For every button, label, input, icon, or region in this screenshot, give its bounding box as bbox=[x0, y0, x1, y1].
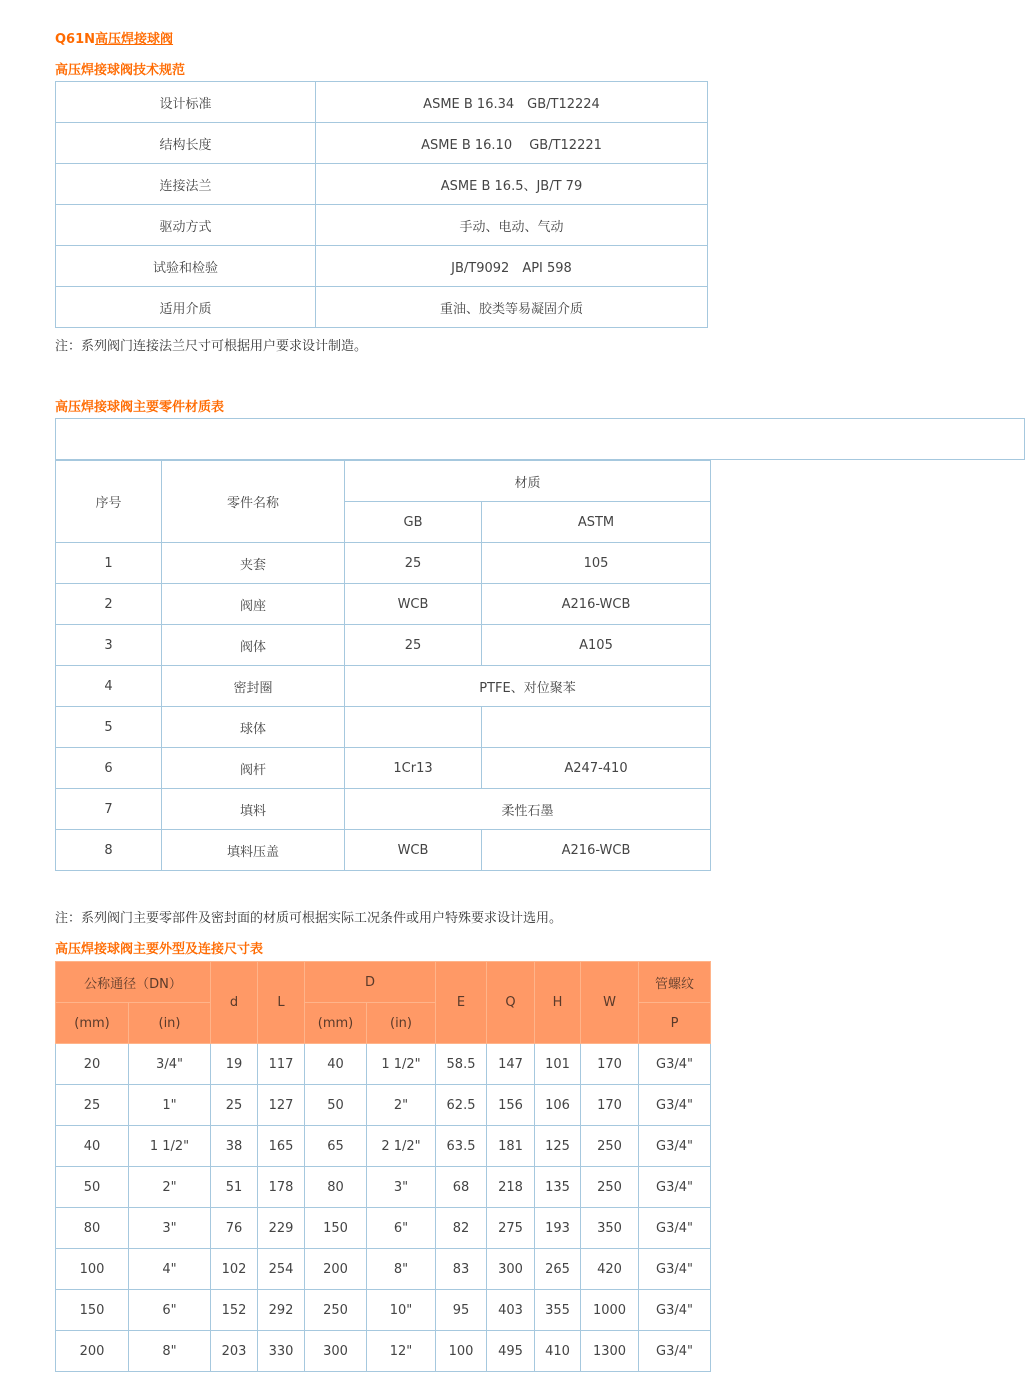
dimension-cell: 25 bbox=[56, 1085, 129, 1126]
material-gb bbox=[345, 707, 482, 748]
header-E: E bbox=[436, 962, 487, 1044]
spec-label: 连接法兰 bbox=[56, 164, 316, 205]
table-row bbox=[56, 1044, 711, 1085]
header-name: 零件名称 bbox=[162, 461, 345, 543]
spec-value: JB/T9092 API 598 bbox=[316, 246, 708, 287]
dimension-cell: 82 bbox=[436, 1208, 487, 1249]
dimension-cell: G3/4" bbox=[639, 1249, 711, 1290]
dimension-cell: 200 bbox=[56, 1331, 129, 1372]
dimension-cell: 4" bbox=[129, 1249, 211, 1290]
material-no: 2 bbox=[56, 584, 162, 625]
header-d: d bbox=[211, 962, 258, 1044]
header-H: H bbox=[535, 962, 581, 1044]
dimension-cell: 250 bbox=[305, 1290, 367, 1331]
dimension-cell: 178 bbox=[258, 1167, 305, 1208]
header-gb: GB bbox=[345, 502, 482, 543]
material-gb: 25 bbox=[345, 543, 482, 584]
dimension-cell: 100 bbox=[436, 1331, 487, 1372]
table-row bbox=[56, 1126, 711, 1167]
dimension-cell: 203 bbox=[211, 1331, 258, 1372]
page-title bbox=[55, 28, 173, 47]
spec-label: 驱动方式 bbox=[56, 205, 316, 246]
table-row bbox=[56, 543, 711, 584]
material-no: 1 bbox=[56, 543, 162, 584]
material-header-row bbox=[56, 461, 711, 502]
dimension-cell: 20 bbox=[56, 1044, 129, 1085]
dimension-cell: 170 bbox=[581, 1044, 639, 1085]
material-name: 密封圈 bbox=[162, 666, 345, 707]
table-row bbox=[56, 584, 711, 625]
dimension-cell: 50 bbox=[56, 1167, 129, 1208]
dimension-cell: 6" bbox=[367, 1208, 436, 1249]
material-astm: 105 bbox=[482, 543, 711, 584]
spec-value: 重油、胶类等易凝固介质 bbox=[316, 287, 708, 328]
dimension-cell: 355 bbox=[535, 1290, 581, 1331]
dimension-cell: 495 bbox=[487, 1331, 535, 1372]
table-row bbox=[56, 789, 711, 830]
dimension-cell: 150 bbox=[305, 1208, 367, 1249]
spec-note: 注：系列阀门连接法兰尺寸可根据用户要求设计制造。 bbox=[55, 339, 368, 354]
table-row bbox=[56, 1085, 711, 1126]
material-name: 阀体 bbox=[162, 625, 345, 666]
table-row bbox=[56, 1208, 711, 1249]
dimension-cell: 40 bbox=[56, 1126, 129, 1167]
material-name: 球体 bbox=[162, 707, 345, 748]
header-no: 序号 bbox=[56, 461, 162, 543]
dimension-cell: G3/4" bbox=[639, 1208, 711, 1249]
dimension-cell: 2" bbox=[129, 1167, 211, 1208]
spec-label: 试验和检验 bbox=[56, 246, 316, 287]
table-row bbox=[56, 82, 708, 123]
dimension-cell: 3" bbox=[129, 1208, 211, 1249]
dimension-cell: 117 bbox=[258, 1044, 305, 1085]
dimension-cell: G3/4" bbox=[639, 1126, 711, 1167]
material-name: 填料 bbox=[162, 789, 345, 830]
dimension-cell: 218 bbox=[487, 1167, 535, 1208]
dimension-cell: 10" bbox=[367, 1290, 436, 1331]
material-no: 7 bbox=[56, 789, 162, 830]
material-no: 4 bbox=[56, 666, 162, 707]
material-heading: 高压焊接球阀主要零件材质表 bbox=[55, 400, 225, 415]
dimension-cell: 63.5 bbox=[436, 1126, 487, 1167]
spec-label: 适用介质 bbox=[56, 287, 316, 328]
dimension-cell: 19 bbox=[211, 1044, 258, 1085]
spec-label: 结构长度 bbox=[56, 123, 316, 164]
dimension-cell: 3/4" bbox=[129, 1044, 211, 1085]
dimension-cell: 100 bbox=[56, 1249, 129, 1290]
material-gb: WCB bbox=[345, 830, 482, 871]
dimension-table bbox=[55, 961, 711, 1372]
header-W: W bbox=[581, 962, 639, 1044]
dimension-cell: 80 bbox=[56, 1208, 129, 1249]
material-astm: A247-410 bbox=[482, 748, 711, 789]
dimension-cell: 200 bbox=[305, 1249, 367, 1290]
dimension-cell: 8" bbox=[367, 1249, 436, 1290]
header-astm: ASTM bbox=[482, 502, 711, 543]
empty-box bbox=[55, 418, 1025, 460]
dimension-cell: 3" bbox=[367, 1167, 436, 1208]
dimension-cell: 6" bbox=[129, 1290, 211, 1331]
dimension-cell: 420 bbox=[581, 1249, 639, 1290]
spec-value: ASME B 16.34 GB/T12224 bbox=[316, 82, 708, 123]
dimension-cell: 38 bbox=[211, 1126, 258, 1167]
dimension-cell: 135 bbox=[535, 1167, 581, 1208]
dimension-cell: G3/4" bbox=[639, 1167, 711, 1208]
dimension-cell: 65 bbox=[305, 1126, 367, 1167]
dimension-cell: 165 bbox=[258, 1126, 305, 1167]
spec-value: ASME B 16.5、JB/T 79 bbox=[316, 164, 708, 205]
dimension-cell: 68 bbox=[436, 1167, 487, 1208]
dimension-cell: 62.5 bbox=[436, 1085, 487, 1126]
table-row bbox=[56, 1331, 711, 1372]
spec-heading: 高压焊接球阀技术规范 bbox=[55, 63, 186, 78]
dimension-cell: 2" bbox=[367, 1085, 436, 1126]
table-row bbox=[56, 748, 711, 789]
dimension-cell: 292 bbox=[258, 1290, 305, 1331]
material-astm: A216-WCB bbox=[482, 584, 711, 625]
title-link[interactable]: 高压焊接球阀 bbox=[95, 32, 174, 47]
table-row bbox=[56, 164, 708, 205]
dimension-cell: G3/4" bbox=[639, 1290, 711, 1331]
dimension-cell: 229 bbox=[258, 1208, 305, 1249]
material-astm: A105 bbox=[482, 625, 711, 666]
dimension-cell: 76 bbox=[211, 1208, 258, 1249]
spec-value: ASME B 16.10 GB/T12221 bbox=[316, 123, 708, 164]
dimension-cell: 410 bbox=[535, 1331, 581, 1372]
dimension-cell: 300 bbox=[487, 1249, 535, 1290]
dimension-cell: 95 bbox=[436, 1290, 487, 1331]
material-gb: 25 bbox=[345, 625, 482, 666]
table-row bbox=[56, 246, 708, 287]
material-no: 3 bbox=[56, 625, 162, 666]
header-thread: 管螺纹 bbox=[639, 962, 711, 1003]
material-note: 注：系列阀门主要零部件及密封面的材质可根据实际工况条件或用户特殊要求设计选用。 bbox=[55, 911, 563, 926]
header-D-mm: (mm) bbox=[305, 1003, 367, 1044]
dimension-heading: 高压焊接球阀主要外型及连接尺寸表 bbox=[55, 942, 264, 957]
dimension-cell: 50 bbox=[305, 1085, 367, 1126]
dimension-cell: 181 bbox=[487, 1126, 535, 1167]
header-mm: (mm) bbox=[56, 1003, 129, 1044]
dimension-cell: 125 bbox=[535, 1126, 581, 1167]
dimension-cell: 275 bbox=[487, 1208, 535, 1249]
spec-label: 设计标准 bbox=[56, 82, 316, 123]
dimension-cell: 8" bbox=[129, 1331, 211, 1372]
dimension-cell: 1 1/2" bbox=[129, 1126, 211, 1167]
header-P: P bbox=[639, 1003, 711, 1044]
spec-table bbox=[55, 81, 708, 328]
dimension-cell: 12" bbox=[367, 1331, 436, 1372]
dimension-cell: 58.5 bbox=[436, 1044, 487, 1085]
dimension-cell: G3/4" bbox=[639, 1044, 711, 1085]
dimension-cell: 1000 bbox=[581, 1290, 639, 1331]
table-row bbox=[56, 287, 708, 328]
table-row bbox=[56, 1249, 711, 1290]
dimension-cell: 250 bbox=[581, 1167, 639, 1208]
dimension-cell: 25 bbox=[211, 1085, 258, 1126]
header-in: (in) bbox=[129, 1003, 211, 1044]
dimension-cell: 403 bbox=[487, 1290, 535, 1331]
table-row bbox=[56, 1167, 711, 1208]
dimension-cell: 101 bbox=[535, 1044, 581, 1085]
dimension-cell: 1300 bbox=[581, 1331, 639, 1372]
table-row bbox=[56, 707, 711, 748]
dimension-cell: 156 bbox=[487, 1085, 535, 1126]
material-name: 阀座 bbox=[162, 584, 345, 625]
dimension-cell: 265 bbox=[535, 1249, 581, 1290]
dimension-cell: 1 1/2" bbox=[367, 1044, 436, 1085]
material-no: 6 bbox=[56, 748, 162, 789]
material-merged: PTFE、对位聚苯 bbox=[345, 666, 711, 707]
dimension-cell: 1" bbox=[129, 1085, 211, 1126]
header-Q: Q bbox=[487, 962, 535, 1044]
dimension-cell: G3/4" bbox=[639, 1331, 711, 1372]
dimension-cell: 106 bbox=[535, 1085, 581, 1126]
material-name: 夹套 bbox=[162, 543, 345, 584]
dimension-cell: 102 bbox=[211, 1249, 258, 1290]
material-gb: 1Cr13 bbox=[345, 748, 482, 789]
table-row bbox=[56, 123, 708, 164]
dimension-cell: 2 1/2" bbox=[367, 1126, 436, 1167]
table-row bbox=[56, 625, 711, 666]
material-name: 填料压盖 bbox=[162, 830, 345, 871]
material-gb: WCB bbox=[345, 584, 482, 625]
table-row bbox=[56, 830, 711, 871]
dimension-cell: 250 bbox=[581, 1126, 639, 1167]
title-prefix: Q61N bbox=[55, 32, 96, 47]
dimension-cell: 193 bbox=[535, 1208, 581, 1249]
dimension-cell: 330 bbox=[258, 1331, 305, 1372]
dimension-cell: 150 bbox=[56, 1290, 129, 1331]
dimension-cell: 254 bbox=[258, 1249, 305, 1290]
material-name: 阀杆 bbox=[162, 748, 345, 789]
dimension-cell: 300 bbox=[305, 1331, 367, 1372]
header-D-in: (in) bbox=[367, 1003, 436, 1044]
table-row bbox=[56, 205, 708, 246]
dimension-cell: 40 bbox=[305, 1044, 367, 1085]
dimension-cell: 83 bbox=[436, 1249, 487, 1290]
header-L: L bbox=[258, 962, 305, 1044]
dimension-header-row bbox=[56, 962, 711, 1003]
material-table bbox=[55, 460, 711, 871]
dimension-cell: 152 bbox=[211, 1290, 258, 1331]
table-row bbox=[56, 1290, 711, 1331]
material-no: 5 bbox=[56, 707, 162, 748]
dimension-cell: 80 bbox=[305, 1167, 367, 1208]
dimension-cell: 147 bbox=[487, 1044, 535, 1085]
material-astm: A216-WCB bbox=[482, 830, 711, 871]
header-D: D bbox=[305, 962, 436, 1003]
header-dn: 公称通径（DN） bbox=[56, 962, 211, 1003]
material-no: 8 bbox=[56, 830, 162, 871]
spec-value: 手动、电动、气动 bbox=[316, 205, 708, 246]
table-row bbox=[56, 666, 711, 707]
dimension-cell: 350 bbox=[581, 1208, 639, 1249]
dimension-cell: 170 bbox=[581, 1085, 639, 1126]
dimension-cell: 127 bbox=[258, 1085, 305, 1126]
material-astm bbox=[482, 707, 711, 748]
header-material: 材质 bbox=[345, 461, 711, 502]
material-merged: 柔性石墨 bbox=[345, 789, 711, 830]
dimension-cell: G3/4" bbox=[639, 1085, 711, 1126]
dimension-cell: 51 bbox=[211, 1167, 258, 1208]
